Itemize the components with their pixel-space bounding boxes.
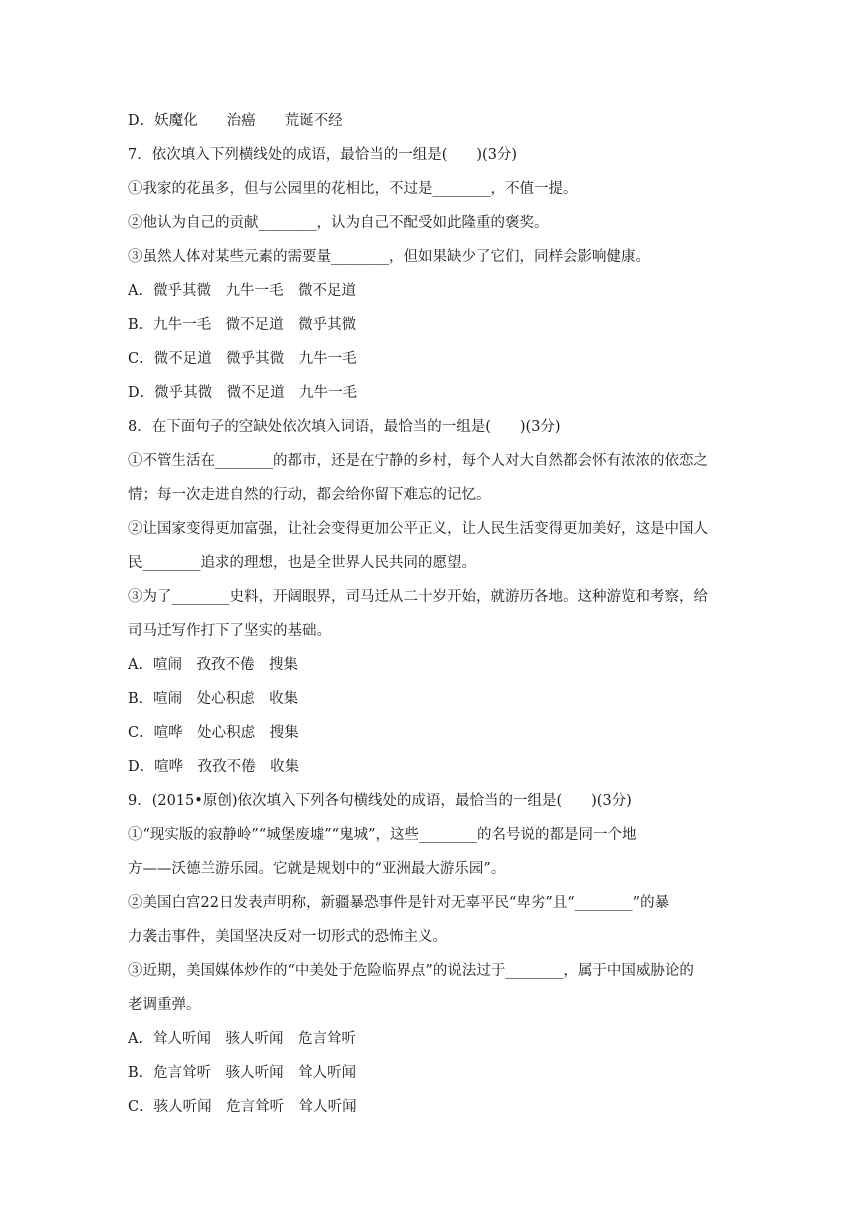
question-8-option-c: C．喧哗 处心积虑 搜集 bbox=[128, 725, 299, 741]
question-9-stem: 9．(2015•原创)依次填入下列各句横线处的成语，最恰当的一组是( )(3分) bbox=[128, 793, 632, 809]
question-7-sentence-2: ②他认为自己的贡献________，认为自己不配受如此隆重的褒奖。 bbox=[128, 215, 549, 231]
question-9-option-b: B．危言耸听 骇人听闻 耸人听闻 bbox=[128, 1065, 357, 1081]
question-8-option-d: D．喧哗 孜孜不倦 收集 bbox=[128, 759, 300, 775]
question-8-stem: 8．在下面句子的空缺处依次填入词语，最恰当的一组是( )(3分) bbox=[128, 419, 561, 435]
question-8-sentence-3: ③为了________史料，开阔眼界，司马迁从二十岁开始，就游历各地。这种游览和考察，给 bbox=[128, 589, 708, 605]
question-8-option-b: B．喧闹 处心积虑 收集 bbox=[128, 691, 299, 707]
question-9-sentence-3-cont: 老调重弹。 bbox=[128, 997, 201, 1013]
option-d-q6: D．妖魔化 治癌 荒诞不经 bbox=[128, 113, 343, 129]
question-8-sentence-2: ②让国家变得更加富强，让社会变得更加公平正义，让人民生活变得更加美好，这是中国人 bbox=[128, 521, 708, 537]
question-8-option-a: A．喧闹 孜孜不倦 搜集 bbox=[128, 657, 298, 673]
question-7-option-c: C．微不足道 微乎其微 九牛一毛 bbox=[128, 351, 357, 367]
question-9-sentence-3: ③近期，美国媒体炒作的“中美处于危险临界点”的说法过于________，属于中国威胁论的 bbox=[128, 963, 694, 979]
question-9-sentence-2-cont: 力袭击事件，美国坚决反对一切形式的恐怖主义。 bbox=[128, 929, 447, 945]
question-9-option-a: A．耸人听闻 骇人听闻 危言耸听 bbox=[128, 1031, 356, 1047]
question-8-sentence-2-cont: 民________追求的理想，也是全世界人民共同的愿望。 bbox=[128, 555, 476, 571]
question-7-option-b: B．九牛一毛 微不足道 微乎其微 bbox=[128, 317, 357, 333]
question-9-option-c: C．骇人听闻 危言耸听 耸人听闻 bbox=[128, 1099, 357, 1115]
question-7-option-a: A．微乎其微 九牛一毛 微不足道 bbox=[128, 283, 356, 299]
question-9-sentence-1: ①“现实版的寂静岭”“城堡废墟”“鬼城”，这些________的名号说的都是同一个地 bbox=[128, 827, 637, 843]
question-7-option-d: D．微乎其微 微不足道 九牛一毛 bbox=[128, 385, 358, 401]
question-7-sentence-1: ①我家的花虽多，但与公园里的花相比，不过是________，不值一提。 bbox=[128, 181, 578, 197]
question-7-sentence-3: ③虽然人体对某些元素的需要量________，但如果缺少了它们，同样会影响健康。 bbox=[128, 249, 650, 265]
question-9-sentence-2: ②美国白宫22日发表声明称，新疆暴恐事件是针对无辜平民“卑劣”且“________”的暴 bbox=[128, 895, 670, 911]
question-8-sentence-1-cont: 情；每一次走进自然的行动，都会给你留下难忘的记忆。 bbox=[128, 487, 491, 503]
question-9-sentence-1-cont: 方——沃德兰游乐园。它就是规划中的“亚洲最大游乐园”。 bbox=[128, 861, 506, 877]
question-8-sentence-3-cont: 司马迁写作打下了坚实的基础。 bbox=[128, 623, 331, 639]
question-8-sentence-1: ①不管生活在________的都市，还是在宁静的乡村，每个人对大自然都会怀有浓浓的依恋之 bbox=[128, 453, 708, 469]
question-7-stem: 7．依次填入下列横线处的成语，最恰当的一组是( )(3分) bbox=[128, 147, 518, 163]
